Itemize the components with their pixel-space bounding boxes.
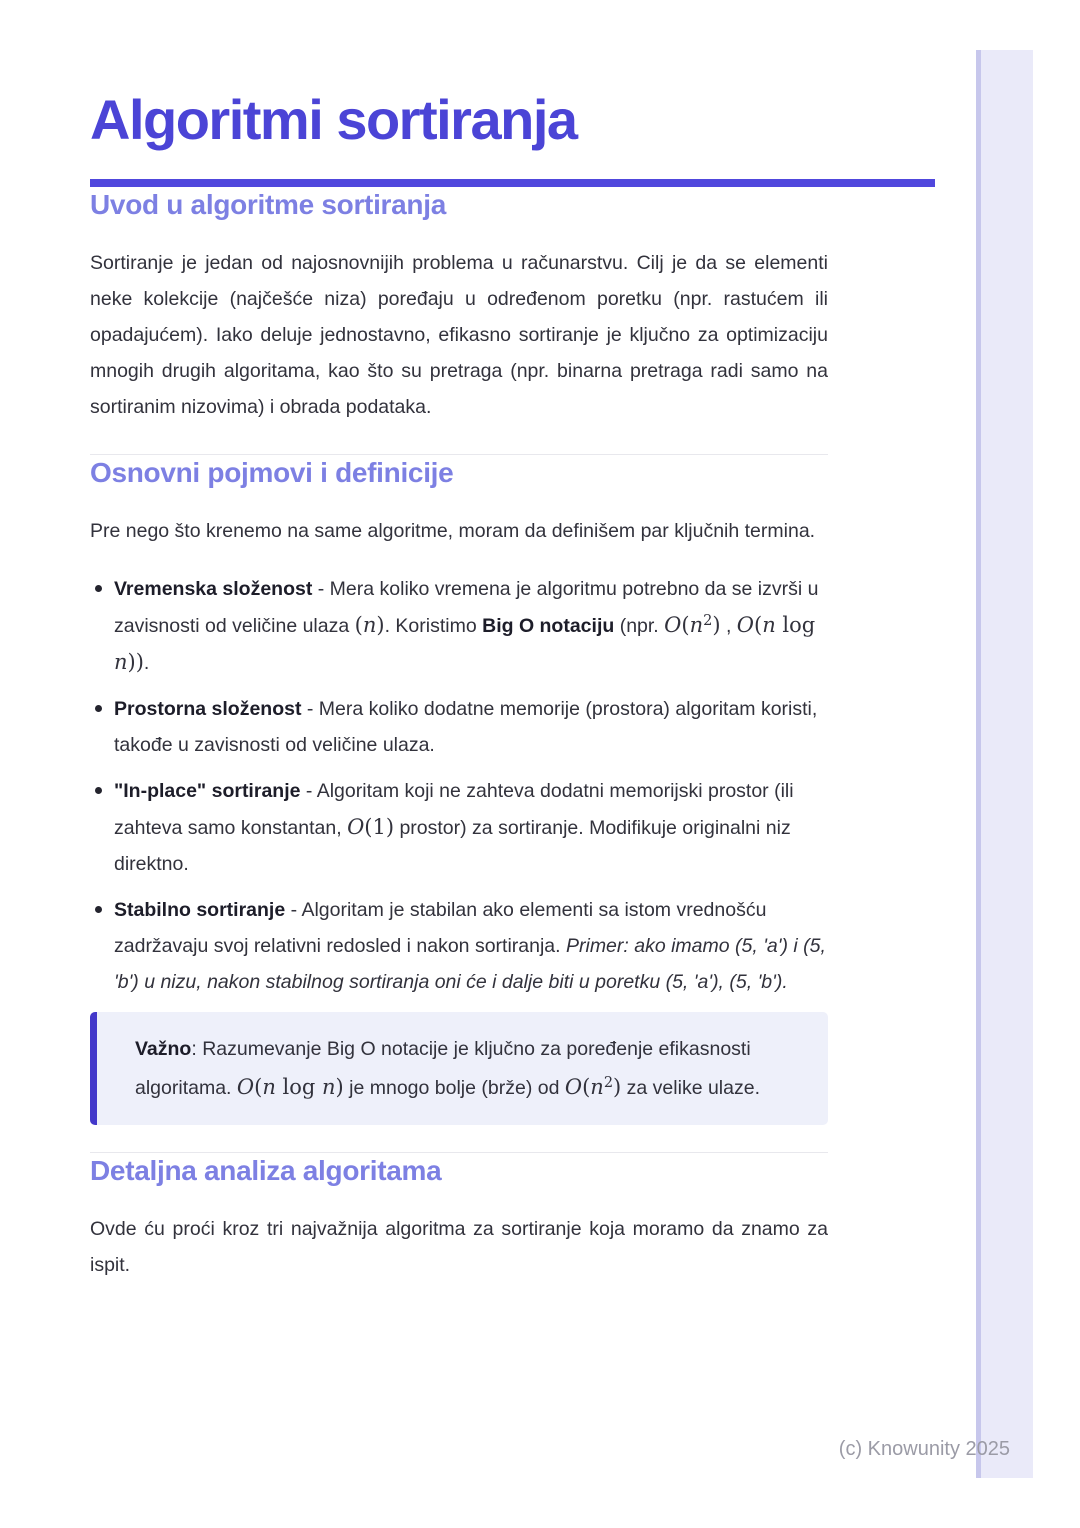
definitions-list: [90, 571, 828, 1000]
text-run: ): [376, 613, 385, 637]
text-run: Prostorna složenost: [114, 698, 302, 720]
text-run: : Razumevanje Big O notacije je ključno za poređenje efikasnosti algoritama.: [135, 1038, 751, 1099]
section-heading-intro: Uvod u algoritme sortiranja: [90, 189, 446, 220]
text-run: - Mera koliko vremena je algoritmu potrebno da se izvrši u zavisnosti od veličine ulaza: [114, 578, 819, 637]
text-run: (1): [364, 815, 395, 839]
text-run: ): [712, 613, 721, 637]
text-run: - Algoritam koji ne zahteva dodatni memorijski prostor (ili zahteva samo konstantan,: [114, 780, 794, 839]
text-run: Vremenska složenost: [114, 578, 313, 600]
concepts-lead-paragraph: Pre nego što krenemo na same algoritme, moram da definišem par ključnih termina.: [90, 520, 816, 542]
text-run: Big O notaciju: [482, 615, 615, 637]
section-heading-analysis: Detaljna analiza algoritama: [90, 1155, 442, 1186]
text-run: n: [689, 613, 704, 637]
text-run: n: [762, 613, 776, 637]
list-item-vremenska-slozenost: [90, 571, 828, 681]
text-run: O: [236, 1075, 255, 1099]
text-run: n: [590, 1075, 604, 1099]
text-run: je mnogo bolje (brže) od: [343, 1077, 565, 1099]
page-margin-strip: [976, 50, 1033, 1478]
bullet-dot: [95, 705, 102, 712]
text-run: (: [354, 613, 363, 637]
text-run: 2: [703, 612, 713, 629]
text-run: Stabilno sortiranje: [114, 899, 286, 921]
bullet-dot: [95, 787, 102, 794]
text-run: prostor) za sortiranje. Modifikuje originalni niz direktno.: [114, 817, 791, 875]
text-run: Primer: ako imamo (5, 'a') i (5, 'b') u nizu, nakon stabilnog sortiranja oni će i dalje biti u poretku (5, 'a'), (5, 'b').: [114, 935, 826, 993]
text-run: - Algoritam je stabilan ako elementi sa istom vrednošću zadržavaju svoj relativni redosled i nakon sortiranja.: [114, 899, 767, 957]
copyright-footer: (c) Knowunity 2025: [838, 1438, 1010, 1460]
intro-paragraph: Sortiranje je jedan od najosnovnijih problema u računarstvu. Cilj je da se elementi neke kolekcije (najčešće niza) poređaju u određenom poretku (npr. rastućem ili opadajućem). Iako deluje jednostavno, efikasno sortiranje je ključno za optimizaciju mnogih drugih algoritama, kao što su pretraga (npr. binarna pretraga radi samo na sortiranim nizovima) i obrada podataka.: [90, 252, 828, 418]
text-run: (: [582, 1075, 591, 1099]
text-run: (: [681, 613, 690, 637]
text-run: ): [335, 1075, 344, 1099]
bullet-dot: [95, 906, 102, 913]
section-heading-concepts: Osnovni pojmovi i definicije: [90, 457, 454, 488]
document-page: [90, 0, 828, 1283]
title-underline-rule: [90, 179, 935, 187]
text-run: ,: [720, 615, 737, 637]
text-run: n: [114, 650, 128, 674]
text-run: Važno: [135, 1038, 192, 1060]
list-item-in-place-sortiranje: [90, 773, 828, 882]
analysis-paragraph: Ovde ću proći kroz tri najvažnija algoritma za sortiranje koja moramo da znamo za ispit.: [90, 1218, 828, 1276]
text-run: "In-place" sortiranje: [114, 780, 301, 802]
text-run: ): [613, 1075, 622, 1099]
text-run: O: [736, 613, 755, 637]
text-run: za velike ulaze.: [621, 1077, 760, 1099]
text-run: O: [347, 815, 365, 839]
text-run: O: [664, 613, 682, 637]
text-run: n: [322, 1075, 336, 1099]
bullet-dot: [95, 585, 102, 592]
list-item-prostorna-slozenost: [90, 691, 828, 763]
text-run: n: [362, 613, 377, 637]
text-run: - Mera koliko dodatne memorije (prostora) algoritam koristi, takođe u zavisnosti od veličine ulaza.: [114, 698, 818, 756]
text-run: (: [254, 1075, 263, 1099]
text-run: n: [262, 1075, 276, 1099]
text-run: (npr.: [614, 615, 665, 637]
text-run: 2: [603, 1074, 614, 1091]
important-callout: [90, 1012, 828, 1125]
text-run: . Koristimo: [384, 615, 483, 637]
text-run: )): [127, 650, 144, 674]
list-item-stabilno-sortiranje: [90, 892, 828, 1000]
text-run: .: [143, 652, 150, 674]
text-run: O: [564, 1075, 583, 1099]
page-title: Algoritmi sortiranja: [90, 88, 577, 151]
text-run: log: [275, 1075, 322, 1099]
text-run: (: [754, 613, 763, 637]
text-run: log: [775, 613, 816, 637]
